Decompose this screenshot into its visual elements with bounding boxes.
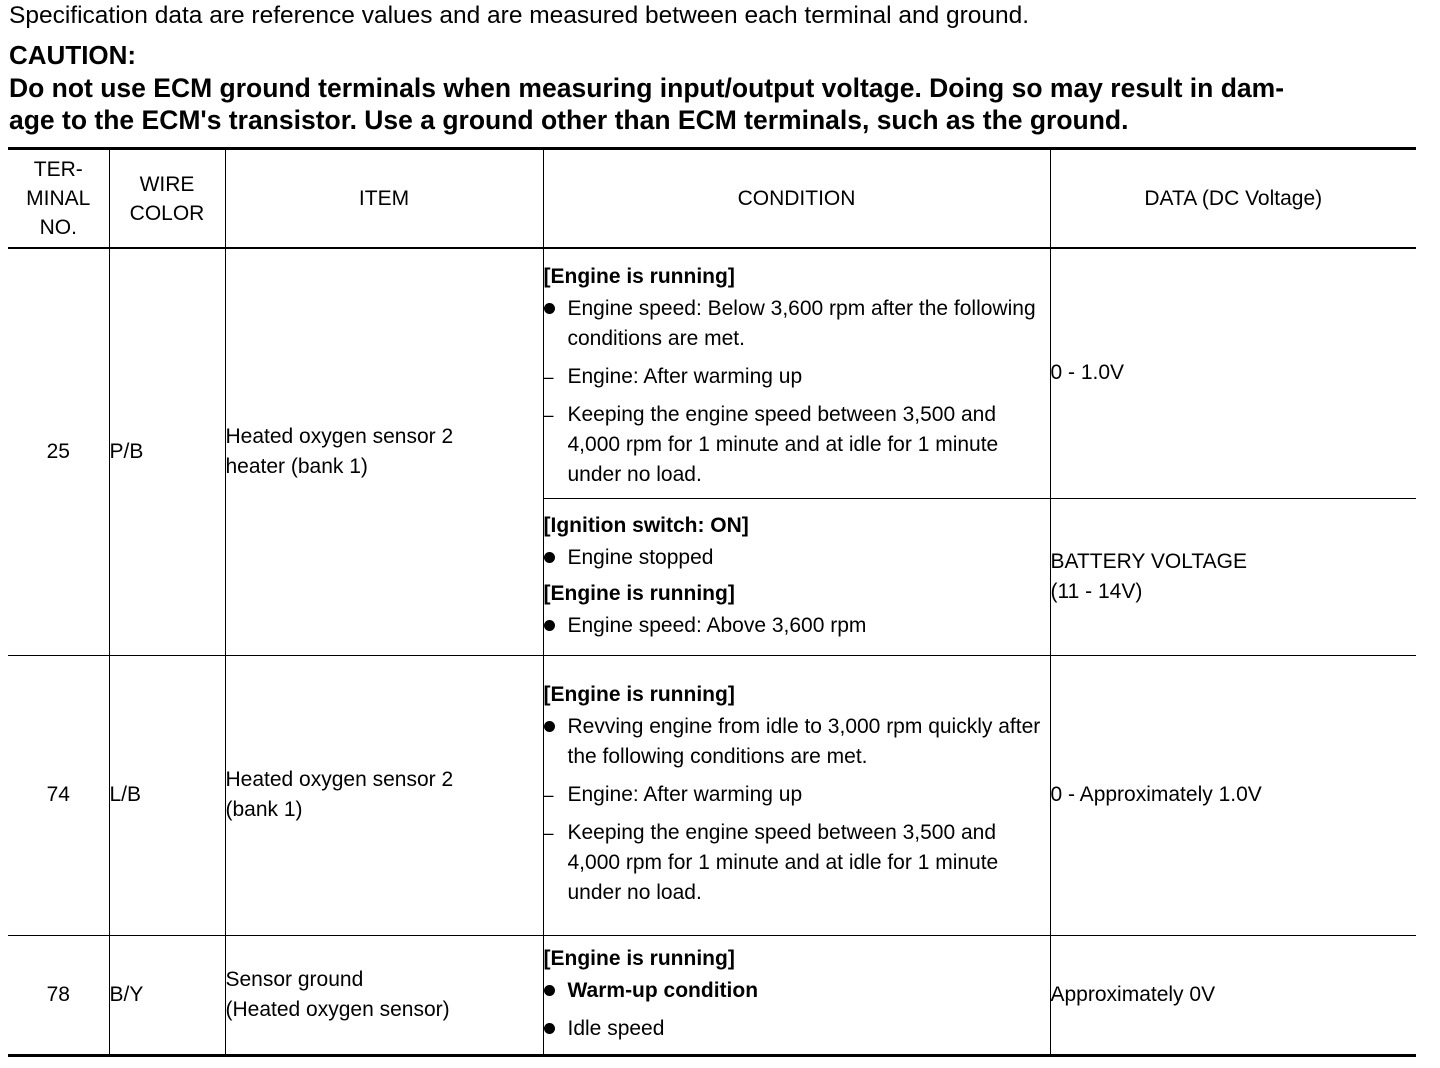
condition-cell	[543, 935, 1050, 1055]
condition-line	[544, 611, 1050, 641]
condition-line	[544, 1014, 1050, 1044]
condition-heading: [Ignition switch: ON]	[543, 513, 749, 537]
bullet-icon	[544, 543, 562, 573]
data-line: 0 - Approximately 1.0V	[1050, 783, 1262, 807]
bullet-icon	[544, 712, 562, 742]
terminal-number: 25	[8, 248, 109, 655]
condition-text: Warm-up condition	[567, 978, 759, 1002]
condition-text: Keeping the engine speed between 3,500 and 4,000 rpm for 1 minute and at idle for 1 minute under no load.	[567, 402, 999, 486]
item-line: (Heated oxygen sensor)	[225, 997, 450, 1021]
condition-line	[544, 712, 1050, 772]
bullet-icon	[544, 294, 562, 324]
terminal-number: 78	[8, 935, 109, 1055]
table-row	[8, 248, 1416, 498]
condition-text: Keeping the engine speed between 3,500 and 4,000 rpm for 1 minute and at idle for 1 minute under no load.	[567, 821, 999, 905]
condition-heading: [Engine is running]	[543, 946, 735, 970]
item-description	[225, 655, 543, 935]
condition-cell	[543, 498, 1050, 655]
header-wire-line: WIRE	[139, 172, 195, 196]
wire-color: B/Y	[109, 935, 225, 1055]
condition-text: Engine: After warming up	[567, 783, 803, 807]
table-header-row	[8, 149, 1416, 249]
condition-cell	[543, 248, 1050, 498]
condition-cell	[543, 655, 1050, 935]
condition-text: Engine: After warming up	[567, 364, 803, 388]
header-terminal-no	[8, 149, 109, 249]
item-line: heater (bank 1)	[225, 454, 368, 478]
dash-icon: –	[543, 785, 554, 806]
terminal-spec-table	[8, 147, 1416, 1057]
dash-icon: –	[543, 823, 554, 844]
item-line: (bank 1)	[225, 798, 303, 822]
table-row	[8, 935, 1416, 1055]
condition-line	[544, 294, 1050, 354]
wire-color: P/B	[109, 248, 225, 655]
condition-text: Engine stopped	[567, 545, 714, 569]
table-row	[8, 655, 1416, 935]
caution-line: Do not use ECM ground terminals when measuring input/output voltage. Doing so may result in dam-	[9, 73, 1285, 103]
caution-title: CAUTION:	[9, 40, 137, 70]
item-line: Heated oxygen sensor 2	[225, 424, 454, 448]
item-description	[225, 935, 543, 1055]
condition-line	[544, 400, 1050, 490]
header-terminal-line: TER-	[33, 158, 83, 181]
data-line: Approximately 0V	[1050, 982, 1216, 1006]
condition-heading: [Engine is running]	[543, 264, 735, 288]
condition-text: Revving engine from idle to 3,000 rpm quickly after the following conditions are met.	[567, 715, 1041, 769]
header-wire-line: COLOR	[129, 201, 205, 225]
condition-line	[544, 818, 1050, 908]
condition-text: Engine speed: Below 3,600 rpm after the following conditions are met.	[567, 296, 1036, 350]
bullet-icon	[544, 976, 562, 1006]
terminal-number: 74	[8, 655, 109, 935]
caution-line: age to the ECM's transistor. Use a ground other than ECM terminals, such as the ground.	[9, 105, 1129, 135]
data-line: 0 - 1.0V	[1050, 361, 1125, 385]
data-value	[1050, 498, 1416, 655]
dash-icon: –	[543, 404, 554, 425]
data-value	[1050, 248, 1416, 498]
header-data: DATA (DC Voltage)	[1050, 149, 1416, 249]
condition-text: Idle speed	[567, 1016, 665, 1040]
item-description	[225, 248, 543, 655]
condition-heading: [Engine is running]	[543, 581, 735, 605]
condition-heading: [Engine is running]	[543, 683, 735, 707]
condition-line	[544, 780, 1050, 810]
condition-line	[544, 362, 1050, 392]
bullet-icon	[544, 1014, 562, 1044]
wire-color: L/B	[109, 655, 225, 935]
data-value	[1050, 935, 1416, 1055]
header-terminal-line: NO.	[39, 216, 77, 239]
item-line: Heated oxygen sensor 2	[225, 768, 454, 792]
header-item: ITEM	[225, 149, 543, 249]
condition-line	[544, 976, 1050, 1006]
intro-text: Specification data are reference values and are measured between each terminal and ground.	[9, 2, 1030, 29]
data-line: (11 - 14V)	[1050, 579, 1143, 603]
bullet-icon	[544, 611, 562, 641]
header-condition: CONDITION	[543, 149, 1050, 249]
condition-text: Engine speed: Above 3,600 rpm	[567, 613, 867, 637]
caution-text	[9, 72, 1421, 136]
condition-line	[544, 543, 1050, 573]
data-line: BATTERY VOLTAGE	[1050, 549, 1247, 573]
header-terminal-line: MINAL	[26, 187, 91, 210]
dash-icon: –	[543, 366, 554, 387]
header-wire-color	[109, 149, 225, 249]
item-line: Sensor ground	[225, 967, 364, 991]
data-value	[1050, 655, 1416, 935]
